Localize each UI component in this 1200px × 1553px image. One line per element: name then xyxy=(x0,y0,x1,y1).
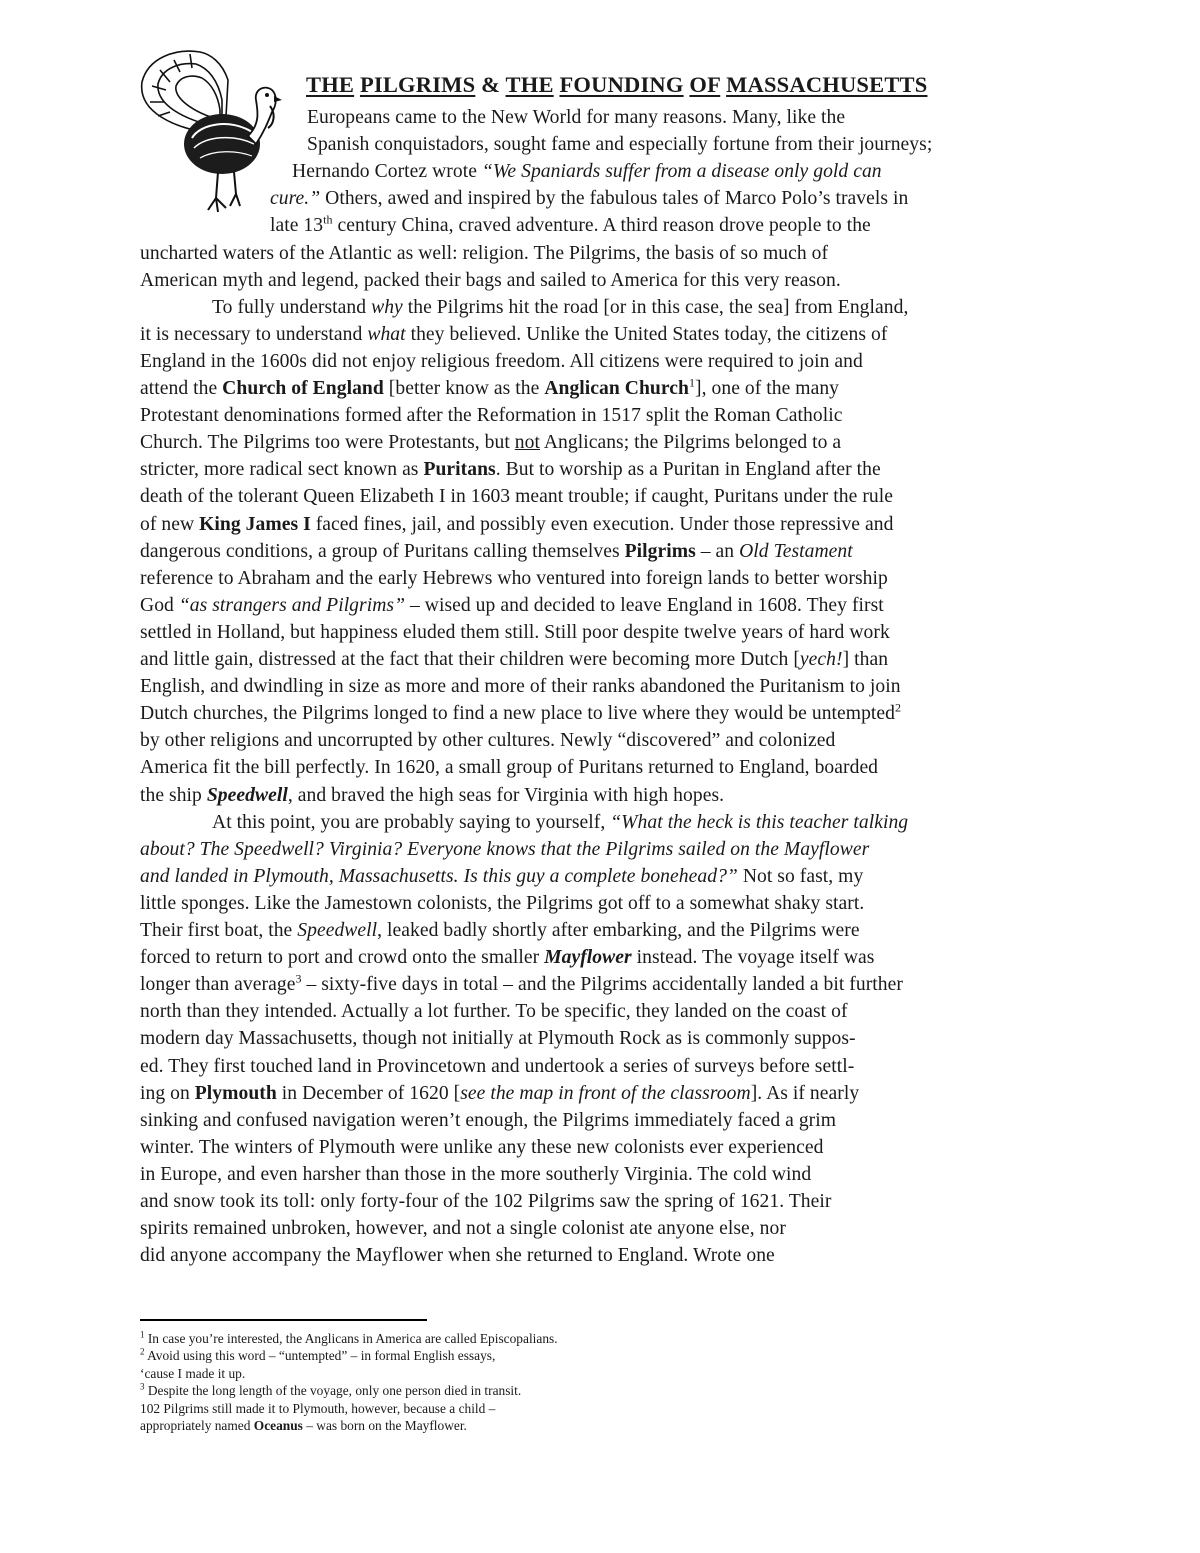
paragraph-2-line: settled in Holland, but happiness eluded them still. Still poor despite twelve years of hard work xyxy=(140,621,890,643)
paragraph-3-line: ed. They first touched land in Provincetown and undertook a series of surveys before settl- xyxy=(140,1055,855,1077)
paragraph-2-line: death of the tolerant Queen Elizabeth I in 1603 meant trouble; if caught, Puritans under the rule xyxy=(140,486,893,508)
paragraph-3-line: and landed in Plymouth, Massachusetts. Is this guy a complete bonehead?” Not so fast, my xyxy=(140,865,864,887)
paragraph-2-line: attend the Church of England [better know as the Anglican Church$^1$], one of the many xyxy=(140,375,840,399)
paragraph-3-line: spirits remained unbroken, however, and not a single colonist ate anyone else, nor xyxy=(140,1218,786,1240)
paragraph-1-line: American myth and legend, packed their bags and sailed to America for this very reason. xyxy=(140,269,841,291)
title-word: OF xyxy=(689,72,721,97)
title-word: MASSACHUSETTS xyxy=(726,72,928,97)
paragraph-1-line: uncharted waters of the Atlantic as well: religion. The Pilgrims, the basis of so much of xyxy=(140,242,829,264)
paragraph-1-line: late 13th century China, craved adventure. A third reason drove people to the xyxy=(270,212,871,237)
paragraph-2-line: the ship Speedwell, and braved the high seas for Virginia with high hopes. xyxy=(140,784,725,806)
paragraph-3-line: longer than average$^3$ – sixty-five days in total – and the Pilgrims accidentally landed a bit further xyxy=(140,971,903,996)
paragraph-1-line: Europeans came to the New World for many reasons. Many, like the xyxy=(307,107,846,128)
paragraph-2-line: English, and dwindling in size as more and more of their ranks abandoned the Puritanism to join xyxy=(140,676,901,698)
footnote-line: $^2$ Avoid using this word – “untempted” – in formal English essays, xyxy=(140,1346,496,1364)
paragraph-2-line: dangerous conditions, a group of Puritans calling themselves Pilgrims – an Old Testament xyxy=(140,540,853,562)
paragraph-2-line: Church. The Pilgrims too were Protestants, but not Anglicans; the Pilgrims belonged to a xyxy=(140,432,842,454)
paragraph-1-line: Hernando Cortez wrote “We Spaniards suffer from a disease only gold can xyxy=(292,161,882,183)
paragraph-2-line: Protestant denominations formed after the Reformation in 1517 split the Roman Catholic xyxy=(140,405,843,427)
paragraph-3-line: forced to return to port and crowd onto the smaller Mayflower instead. The voyage itself was xyxy=(140,947,875,969)
paragraph-2-line: and little gain, distressed at the fact that their children were becoming more Dutch [yech!] than xyxy=(140,649,889,670)
footnote-line: appropriately named Oceanus – was born on the Mayflower. xyxy=(140,1418,467,1433)
paragraph-3-line: did anyone accompany the Mayflower when she returned to England. Wrote one xyxy=(140,1245,775,1267)
footnote-line: $^3$ Despite the long length of the voyage, only one person died in transit. xyxy=(140,1381,522,1399)
footnote-line: $^1$ In case you’re interested, the Anglicans in America are called Episcopalians. xyxy=(140,1329,558,1346)
paragraph-2-line: of new King James I faced fines, jail, and possibly even execution. Under those repressive and xyxy=(140,513,894,535)
paragraph-2-line: America fit the bill perfectly. In 1620, a small group of Puritans returned to England, boarded xyxy=(140,757,879,779)
paragraph-3-line: Their first boat, the Speedwell, leaked badly shortly after embarking, and the Pilgrims were xyxy=(140,920,860,941)
paragraph-2-line: Dutch churches, the Pilgrims longed to find a new place to live where they would be untempted$^2$ xyxy=(140,700,902,725)
paragraph-2-line: God “as strangers and Pilgrims” – wised up and decided to leave England in 1608. They first xyxy=(140,594,884,616)
paragraph-1-line: cure.” Others, awed and inspired by the fabulous tales of Marco Polo’s travels in xyxy=(270,188,909,210)
paragraph-2-line: by other religions and uncorrupted by other cultures. Newly “discovered” and colonized xyxy=(140,730,836,752)
paragraph-3-line: in Europe, and even harsher than those in the more southerly Virginia. The cold wind xyxy=(140,1163,812,1185)
paragraph-2-line: reference to Abraham and the early Hebrews who ventured into foreign lands to better worship xyxy=(140,567,888,589)
paragraph-3-line: At this point, you are probably saying to yourself, “What the heck is this teacher talking xyxy=(212,811,909,833)
paragraph-2-line: it is necessary to understand what they believed. Unlike the United States today, the citizens of xyxy=(140,323,888,345)
paragraph-1-line: Spanish conquistadors, sought fame and especially fortune from their journeys; xyxy=(307,134,933,156)
paragraph-3-line: sinking and confused navigation weren’t enough, the Pilgrims immediately faced a grim xyxy=(140,1109,837,1131)
footnote-line: 102 Pilgrims still made it to Plymouth, however, because a child – xyxy=(140,1400,496,1416)
footnote-divider xyxy=(140,1319,427,1321)
paragraph-3-line: little sponges. Like the Jamestown colonists, the Pilgrims got off to a somewhat shaky start. xyxy=(140,892,865,914)
footnote-line: ‘cause I made it up. xyxy=(140,1365,246,1381)
paragraph-2-line: To fully understand why the Pilgrims hit the road [or in this case, the sea] from England, xyxy=(212,296,909,318)
title-word: PILGRIMS xyxy=(359,72,476,97)
paragraph-3-line: and snow took its toll: only forty-four of the 102 Pilgrims saw the spring of 1621. Their xyxy=(140,1191,832,1212)
paragraph-3-line: ing on Plymouth in December of 1620 [see the map in front of the classroom]. As if nearly xyxy=(140,1082,860,1104)
title-word: THE xyxy=(505,72,554,97)
paragraph-3-line: north than they intended. Actually a lot further. To be specific, they landed on the coast of xyxy=(140,1001,848,1023)
paragraph-3-line: winter. The winters of Plymouth were unlike any these new colonists ever experienced xyxy=(140,1136,824,1158)
title-word: THE xyxy=(306,72,355,97)
paragraph-3-line: about? The Speedwell? Virginia? Everyone knows that the Pilgrims sailed on the Mayflower xyxy=(140,838,870,860)
paragraph-3-line: modern day Massachusetts, though not initially at Plymouth Rock as is commonly suppos- xyxy=(140,1028,856,1050)
paragraph-2-line: stricter, more radical sect known as Puritans. But to worship as a Puritan in England after the xyxy=(140,459,881,481)
title-word: FOUNDING xyxy=(559,72,684,97)
paragraph-2-line: England in the 1600s did not enjoy religious freedom. All citizens were required to join and xyxy=(140,350,863,372)
page-title xyxy=(306,72,927,98)
title-word: & xyxy=(481,72,501,97)
